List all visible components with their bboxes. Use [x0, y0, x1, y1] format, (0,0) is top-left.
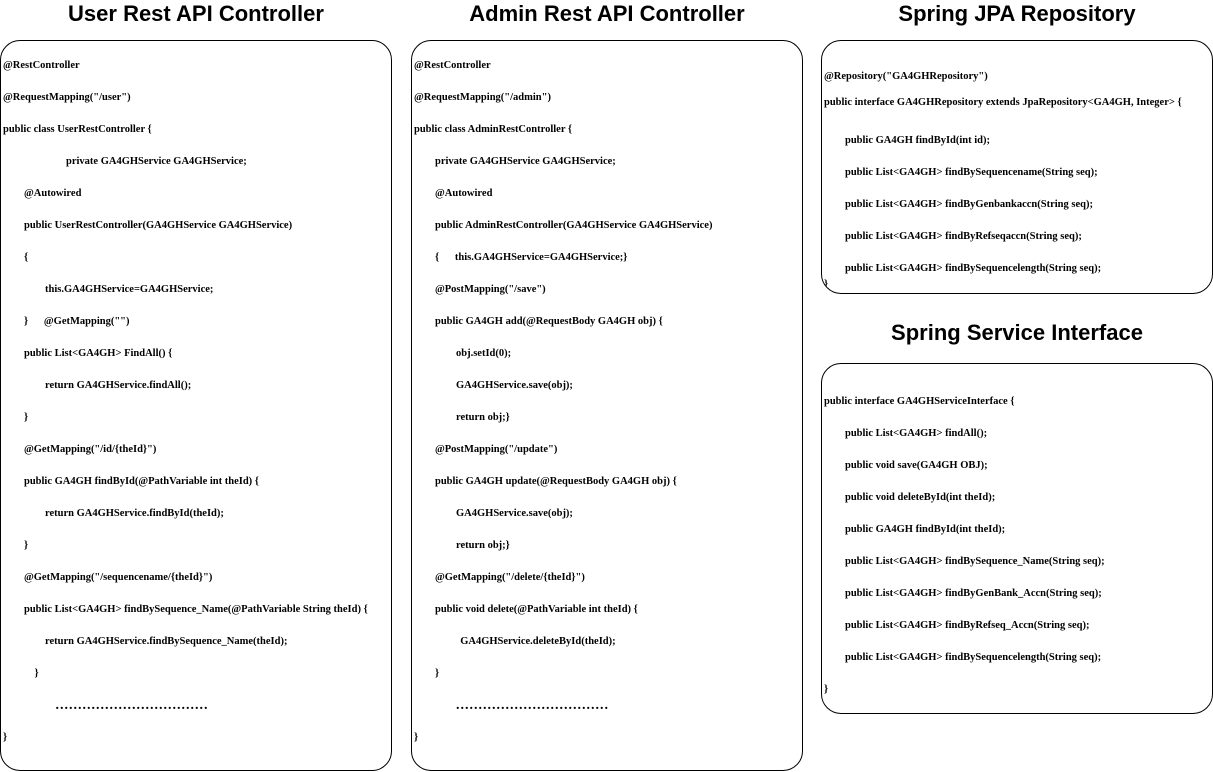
admin-controller-box: [411, 40, 803, 771]
repository-panel-title: Spring JPA Repository: [898, 1, 1136, 26]
code-line: { this.GA4GHService=GA4GHService;}: [435, 252, 628, 263]
code-line: public void deleteById(int theId);: [845, 492, 996, 503]
ellipsis-line: ..................................: [456, 698, 609, 713]
code-line: } @GetMapping(""): [24, 316, 130, 327]
code-line: public List<GA4GH> findBySequencelength(String seq);: [845, 263, 1102, 274]
code-line: GA4GHService.deleteById(theId);: [460, 636, 616, 647]
code-line: }: [824, 279, 829, 290]
code-line: @PostMapping("/update"): [435, 444, 558, 455]
code-line: GA4GHService.save(obj);: [456, 380, 573, 391]
code-line: GA4GHService.save(obj);: [456, 508, 573, 519]
code-line: @GetMapping("/delete/{theId}"): [435, 572, 585, 583]
code-line: @Autowired: [435, 188, 493, 199]
code-line: public GA4GH findById(@PathVariable int theId) {: [24, 476, 259, 487]
code-line: return obj;}: [456, 540, 510, 551]
code-line: @RequestMapping("/user"): [3, 92, 131, 103]
code-line: @GetMapping("/sequencename/{theId}"): [24, 572, 213, 583]
code-line: public interface GA4GHServiceInterface {: [824, 396, 1015, 407]
code-line: return GA4GHService.findAll();: [45, 380, 192, 391]
code-line: public List<GA4GH> findBySequence_Name(String seq);: [845, 556, 1105, 567]
code-line: }: [24, 540, 29, 551]
code-line: public List<GA4GH> findByGenbankaccn(String seq);: [845, 199, 1093, 210]
code-line: @Autowired: [24, 188, 82, 199]
code-line: }: [414, 732, 419, 743]
user-panel-title: User Rest API Controller: [68, 1, 324, 26]
service-panel-title: Spring Service Interface: [891, 320, 1143, 345]
admin-panel-title: Admin Rest API Controller: [469, 1, 745, 26]
code-line: public GA4GH add(@RequestBody GA4GH obj) {: [435, 316, 663, 327]
code-line: @Repository("GA4GHRepository"): [824, 71, 988, 82]
code-line: public List<GA4GH> findBySequencelength(String seq);: [845, 652, 1102, 663]
code-line: @GetMapping("/id/{theId}"): [24, 444, 157, 455]
code-line: return GA4GHService.findBySequence_Name(theId);: [45, 636, 288, 647]
code-line: public GA4GH findById(int theId);: [845, 524, 1006, 535]
code-line: @PostMapping("/save"): [435, 284, 546, 295]
code-line: private GA4GHService GA4GHService;: [435, 156, 616, 167]
code-line: }: [3, 732, 8, 743]
code-line: public class AdminRestController {: [414, 124, 573, 135]
ellipsis-line: ..................................: [55, 698, 209, 713]
code-line: return GA4GHService.findById(theId);: [45, 508, 224, 519]
code-line: public GA4GH update(@RequestBody GA4GH obj) {: [435, 476, 677, 487]
code-line: }: [435, 668, 440, 679]
code-line: public GA4GH findById(int id);: [845, 135, 990, 146]
code-line: public void save(GA4GH OBJ);: [845, 460, 988, 471]
code-line: public interface GA4GHRepository extends JpaRepository<GA4GH, Integer> {: [824, 96, 1182, 108]
code-line: public UserRestController(GA4GHService GA4GHService): [24, 220, 293, 231]
code-line: public List<GA4GH> findByRefseqaccn(String seq);: [845, 231, 1082, 242]
code-line: obj.setId(0);: [456, 348, 512, 359]
code-line: public List<GA4GH> findBySequence_Name(@PathVariable String theId) {: [24, 604, 368, 615]
code-line: public List<GA4GH> findByGenBank_Accn(String seq);: [845, 588, 1102, 599]
code-line: }: [34, 668, 39, 679]
code-line: {: [24, 252, 29, 263]
code-line: public List<GA4GH> findByRefseq_Accn(String seq);: [845, 620, 1090, 631]
code-line: @RestController: [414, 60, 491, 71]
code-line: }: [824, 684, 829, 695]
code-line: public void delete(@PathVariable int theId) {: [435, 604, 638, 615]
code-line: public AdminRestController(GA4GHService GA4GHService): [435, 220, 713, 231]
code-line: this.GA4GHService=GA4GHService;: [45, 284, 214, 295]
service-interface-box: [821, 363, 1213, 714]
code-line: @RequestMapping("/admin"): [414, 92, 551, 103]
code-line: public List<GA4GH> findBySequencename(String seq);: [845, 167, 1098, 178]
repository-box: [821, 40, 1213, 294]
code-line: public List<GA4GH> findAll();: [845, 428, 988, 439]
code-line: public class UserRestController {: [3, 124, 152, 135]
code-line: public List<GA4GH> FindAll() {: [24, 348, 173, 359]
code-line: }: [24, 412, 29, 423]
user-controller-box: [0, 40, 392, 771]
code-line: return obj;}: [456, 412, 510, 423]
code-line: @RestController: [3, 60, 80, 71]
code-line: private GA4GHService GA4GHService;: [66, 156, 247, 167]
